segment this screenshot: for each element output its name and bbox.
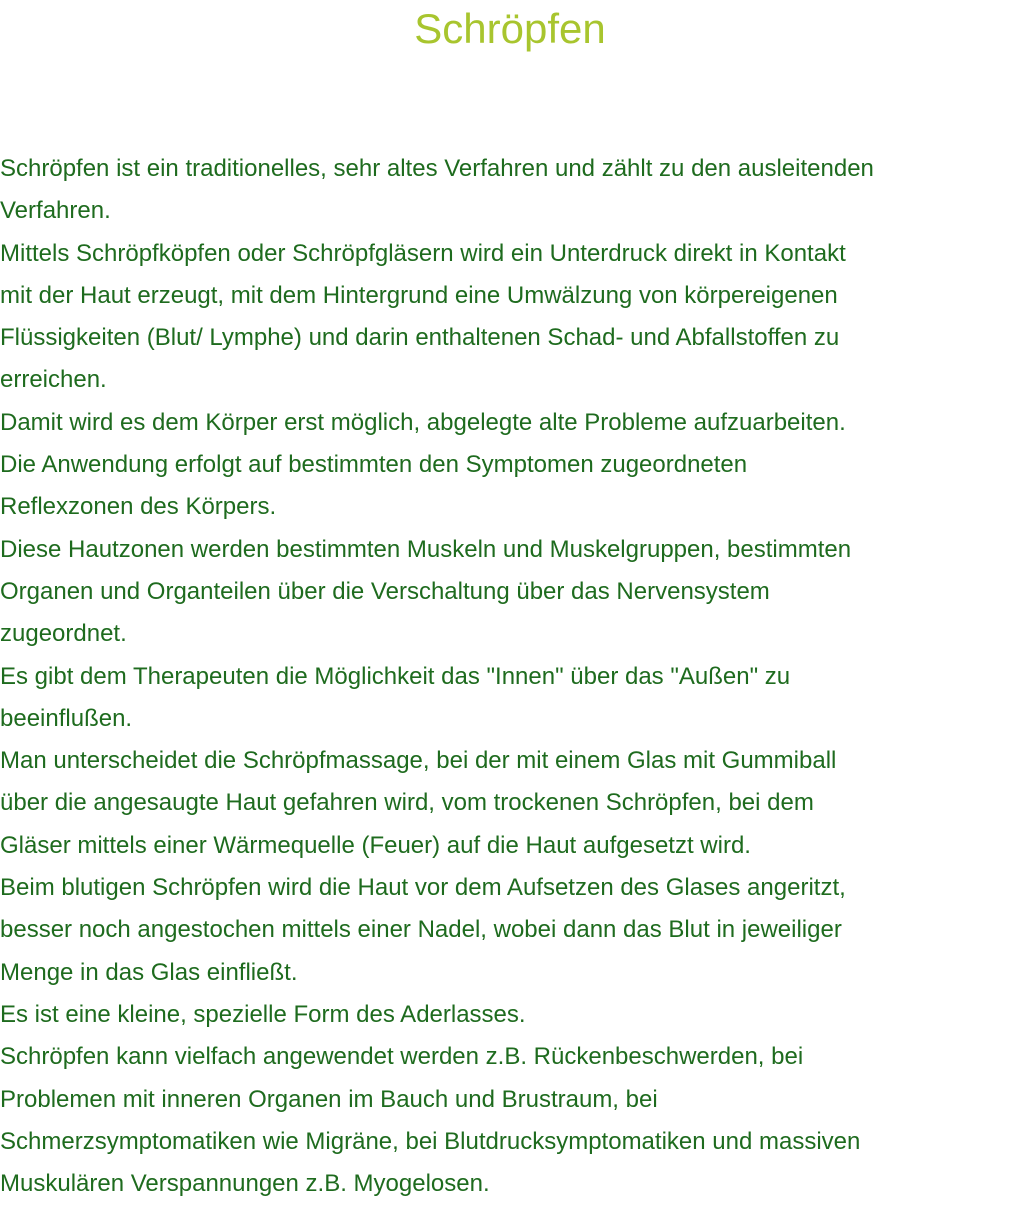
- article-body: [0, 148, 1020, 1205]
- text-line: über die angesaugte Haut gefahren wird, vom trockenen Schröpfen, bei dem: [0, 789, 814, 817]
- text-line: beeinflußen.: [0, 704, 133, 732]
- text-line: Flüssigkeiten (Blut/ Lymphe) und darin enthaltenen Schad- und Abfallstoffen zu: [0, 324, 840, 352]
- text-line: Muskulären Verspannungen z.B. Myogelosen.: [0, 1170, 490, 1198]
- text-line: Diese Hautzonen werden bestimmten Muskeln und Muskelgruppen, bestimmten: [0, 535, 852, 563]
- text-line: erreichen.: [0, 366, 107, 394]
- text-line: Die Anwendung erfolgt auf bestimmten den Symptomen zugeordneten: [0, 451, 748, 479]
- text-line: Problemen mit inneren Organen im Bauch und Brustraum, bei: [0, 1085, 658, 1113]
- text-line: Gläser mittels einer Wärmequelle (Feuer) auf die Haut aufgesetzt wird.: [0, 831, 751, 859]
- text-line: Schröpfen kann vielfach angewendet werden z.B. Rückenbeschwerden, bei: [0, 1043, 804, 1071]
- text-line: Mittels Schröpfköpfen oder Schröpfgläsern wird ein Unterdruck direkt in Kontakt: [0, 239, 846, 267]
- text-line: Reflexzonen des Körpers.: [0, 493, 277, 521]
- text-line: Organen und Organteilen über die Verschaltung über das Nervensystem: [0, 577, 770, 605]
- text-line: Es gibt dem Therapeuten die Möglichkeit das "Innen" über das "Außen" zu: [0, 662, 791, 690]
- text-line: besser noch angestochen mittels einer Nadel, wobei dann das Blut in jeweiliger: [0, 916, 842, 944]
- text-line: Schröpfen ist ein traditionelles, sehr altes Verfahren und zählt zu den ausleitenden: [0, 155, 874, 182]
- page-title: Schröpfen: [414, 5, 606, 52]
- text-line: mit der Haut erzeugt, mit dem Hintergrund eine Umwälzung von körpereigenen: [0, 281, 838, 309]
- text-line: Menge in das Glas einfließt.: [0, 958, 298, 986]
- text-line: Verfahren.: [0, 197, 111, 225]
- text-line: Damit wird es dem Körper erst möglich, abgelegte alte Probleme aufzuarbeiten.: [0, 408, 846, 436]
- text-line: Man unterscheidet die Schröpfmassage, bei der mit einem Glas mit Gummiball: [0, 747, 837, 775]
- text-line: Schmerzsymptomatiken wie Migräne, bei Blutdrucksymptomatiken und massiven: [0, 1127, 861, 1155]
- text-line: Es ist eine kleine, spezielle Form des Aderlasses.: [0, 1000, 526, 1028]
- text-line: zugeordnet.: [0, 620, 127, 648]
- text-line: Beim blutigen Schröpfen wird die Haut vor dem Aufsetzen des Glases angeritzt,: [0, 874, 846, 902]
